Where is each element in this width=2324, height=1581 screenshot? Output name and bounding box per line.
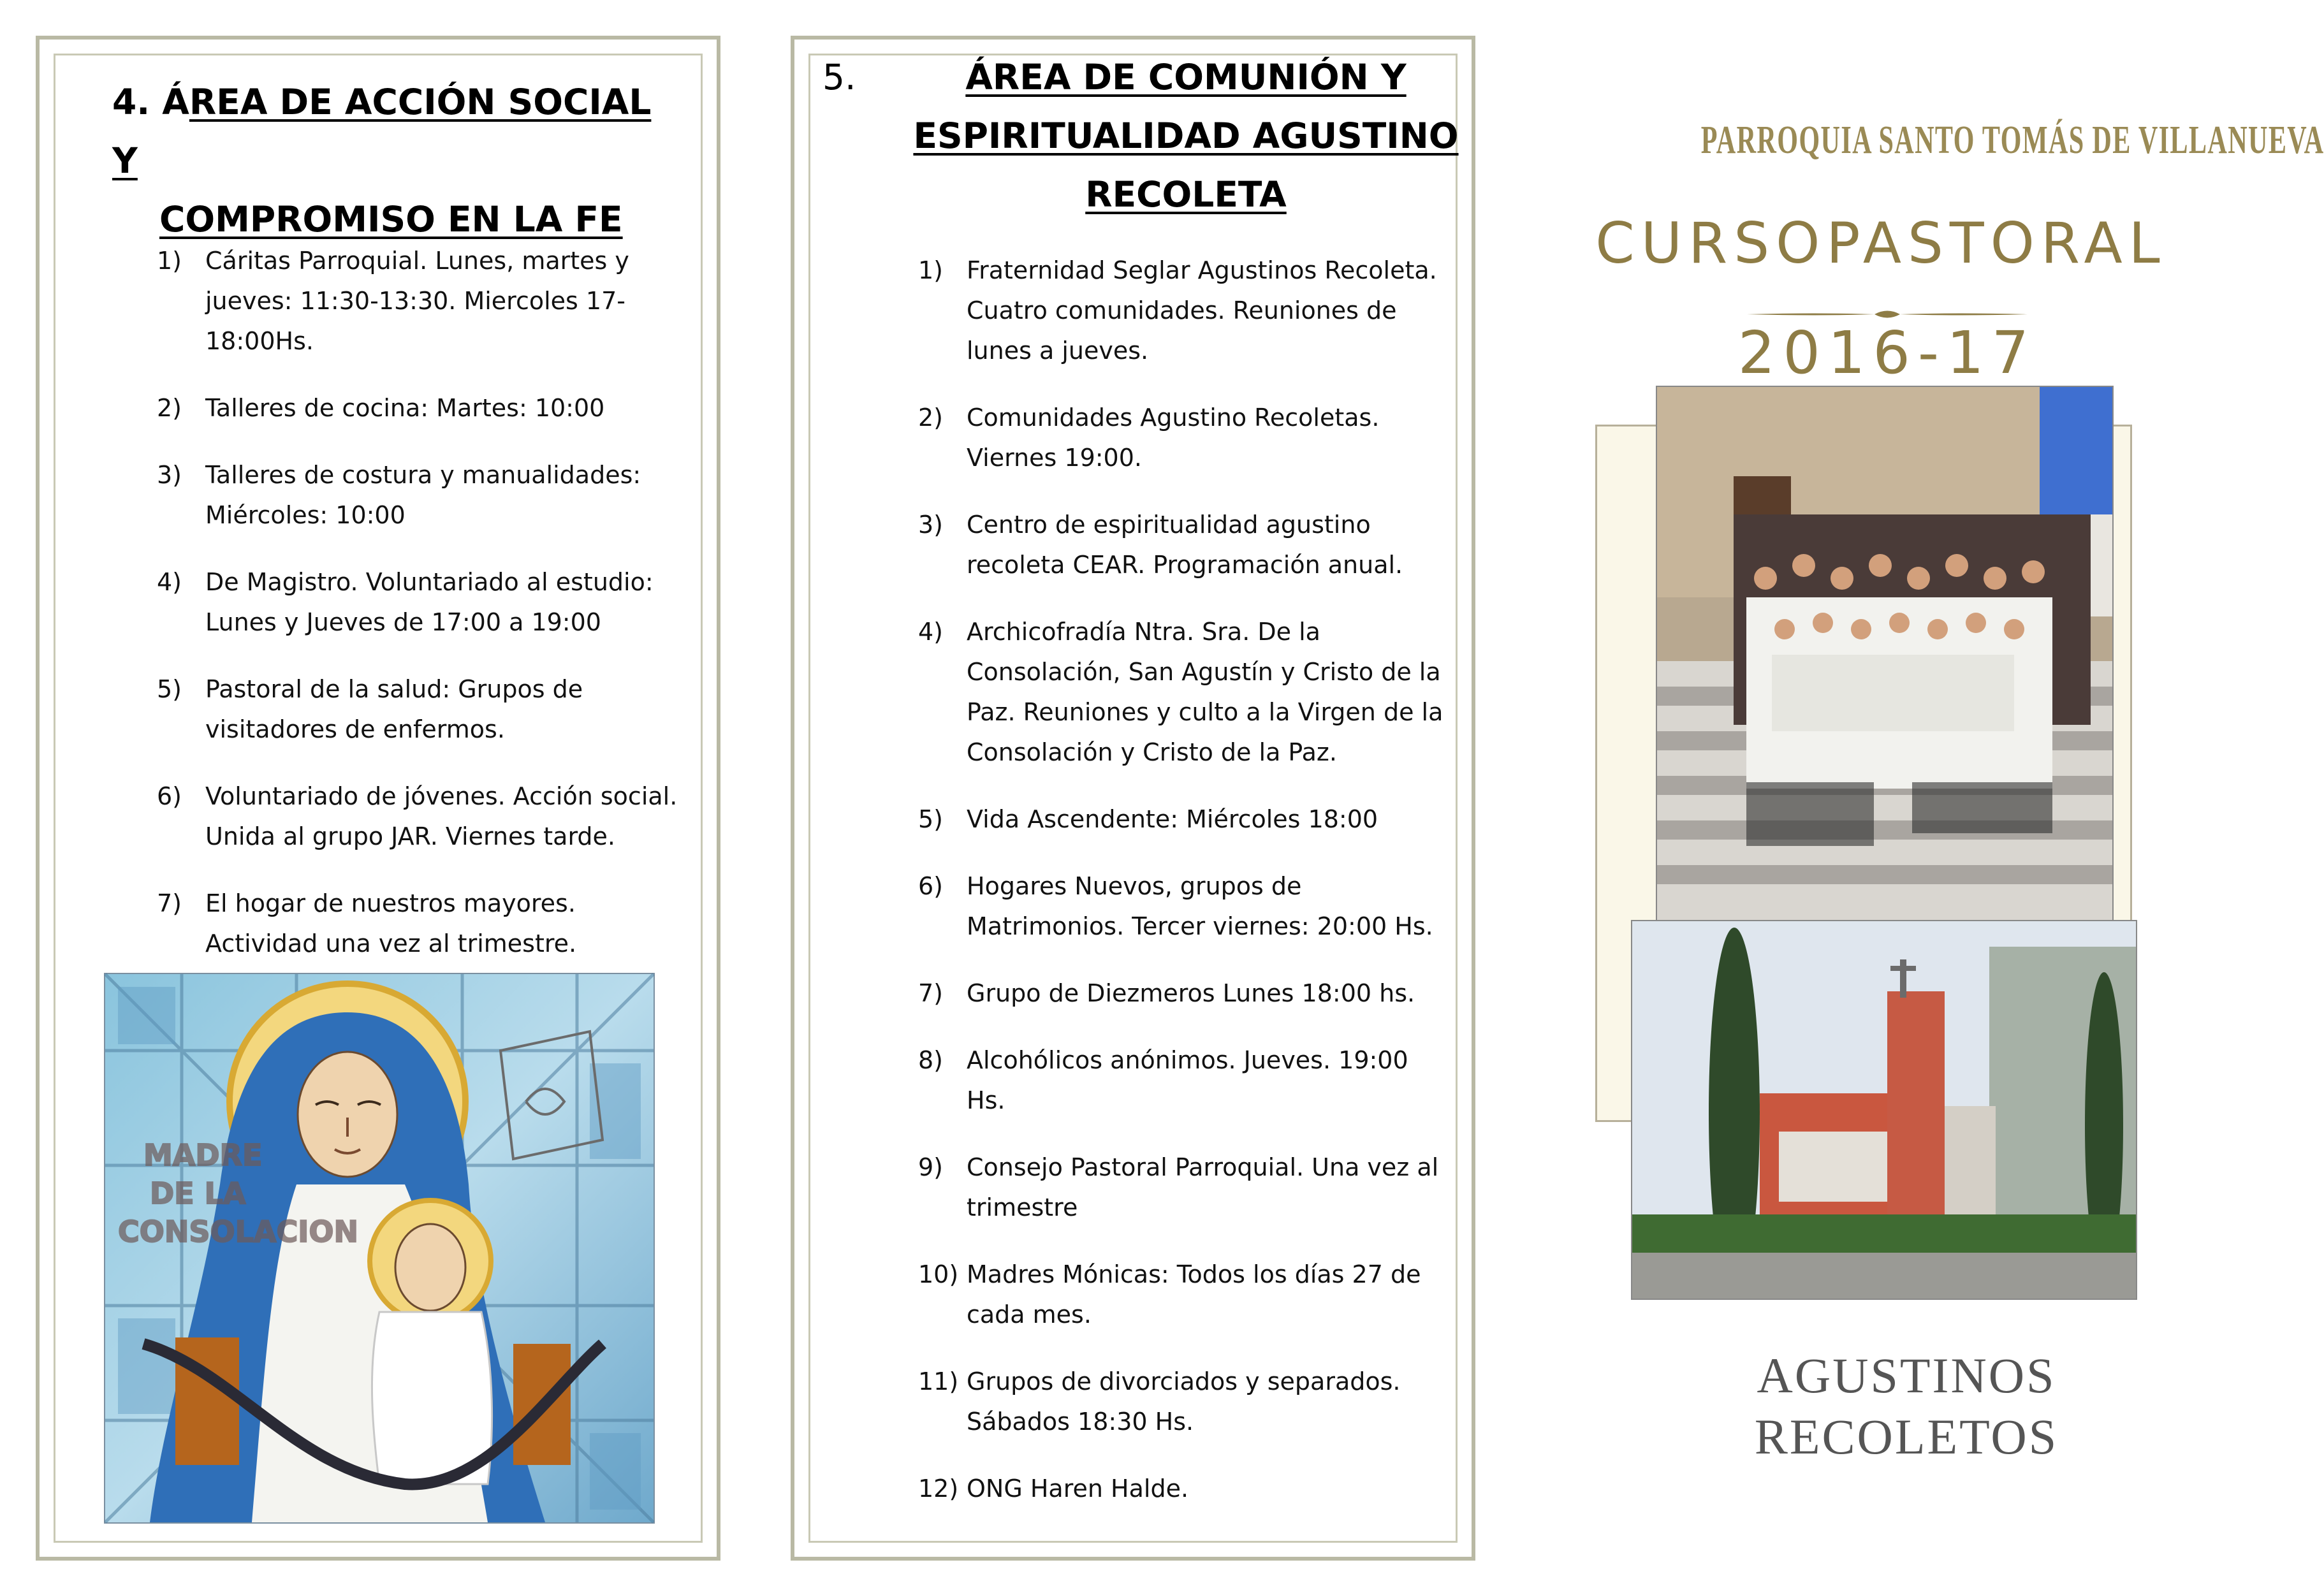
list-item xyxy=(157,884,686,964)
list-item-text: De Magistro. Voluntariado al estudio: Lunes y Jueves de 17:00 a 19:00 xyxy=(205,568,654,636)
list-item-number: 7) xyxy=(918,979,944,1007)
list-item-number: 6) xyxy=(918,872,944,900)
list-item xyxy=(918,1362,1447,1442)
list-item-text: Cáritas Parroquial. Lunes, martes y jueves: 11:30-13:30. Miercoles 17-18:00Hs. xyxy=(205,247,629,355)
svg-text:CONSOLACION: CONSOLACION xyxy=(118,1214,358,1249)
heading-lines xyxy=(822,48,1460,224)
list-item-number: 9) xyxy=(918,1153,944,1181)
section-4-heading xyxy=(112,73,673,249)
list-item xyxy=(918,799,1447,840)
list-item xyxy=(918,251,1447,371)
list-item xyxy=(918,1469,1447,1509)
list-item xyxy=(918,866,1447,947)
list-item-text: Pastoral de la salud: Grupos de visitadores de enfermos. xyxy=(205,675,583,743)
list-item-number: 12) xyxy=(918,1475,959,1503)
svg-text:DE LA: DE LA xyxy=(150,1176,246,1211)
list-item xyxy=(918,612,1447,773)
list-item-text: Grupo de Diezmeros Lunes 18:00 hs. xyxy=(967,979,1415,1007)
list-item-text: Centro de espiritualidad agustino recoleta CEAR. Programación anual. xyxy=(967,511,1403,579)
list-item xyxy=(918,1040,1447,1121)
list-item-text: Vida Ascendente: Miércoles 18:00 xyxy=(967,805,1378,833)
list-item-number: 2) xyxy=(157,394,182,422)
heading-line1-rest: REA DE ACCIÓN SOCIAL Y xyxy=(112,82,652,181)
list-item-text: Consejo Pastoral Parroquial. Una vez al trimestre xyxy=(967,1153,1439,1221)
list-item xyxy=(918,398,1447,478)
list-item-text: Alcohólicos anónimos. Jueves. 19:00 Hs. xyxy=(967,1046,1408,1114)
list-item xyxy=(157,669,686,750)
order-name xyxy=(1607,1345,2206,1468)
list-item xyxy=(157,776,686,857)
list-item-text: Hogares Nuevos, grupos de Matrimonios. Tercer viernes: 20:00 Hs. xyxy=(967,872,1433,940)
list-item-text: Talleres de costura y manualidades: Miércoles: 10:00 xyxy=(205,461,641,529)
list-item-number: 3) xyxy=(918,511,944,539)
course-year: 2016-17 xyxy=(1737,319,2037,387)
list-item-number: 2) xyxy=(918,404,944,432)
parish-name: PARROQUIA SANTO TOMÁS DE VILLANUEVA xyxy=(1700,119,2324,162)
church-photo-illustration xyxy=(1632,921,2136,1299)
heading-line-1 xyxy=(112,73,673,190)
list-item-number: 8) xyxy=(918,1046,944,1074)
list-item-number: 5) xyxy=(157,675,182,703)
list-item-text: Voluntariado de jóvenes. Acción social. Unida al grupo JAR. Viernes tarde. xyxy=(205,782,678,850)
order-line-1: AGUSTINOS xyxy=(1757,1348,2056,1403)
list-item xyxy=(918,505,1447,585)
list-item-number: 5) xyxy=(918,805,944,833)
list-item xyxy=(157,241,686,361)
heading-line-2: ESPIRITUALIDAD AGUSTINO xyxy=(913,115,1459,156)
svg-text:MADRE: MADRE xyxy=(143,1138,263,1172)
list-item-text: El hogar de nuestros mayores. Actividad una vez al trimestre. xyxy=(205,889,577,958)
list-item-text: Grupos de divorciados y separados. Sábados 18:30 Hs. xyxy=(967,1367,1401,1436)
list-item xyxy=(157,388,686,428)
virgin-consolation-image xyxy=(104,973,655,1524)
list-item-text: Talleres de cocina: Martes: 10:00 xyxy=(205,394,605,422)
list-item-number: 10) xyxy=(918,1260,959,1288)
list-item-number: 4) xyxy=(918,618,944,646)
communion-list xyxy=(918,251,1447,1536)
group-photo-illustration xyxy=(1657,387,2112,926)
list-item-number: 11) xyxy=(918,1367,959,1395)
list-item-number: 1) xyxy=(157,247,182,275)
list-item-number: 3) xyxy=(157,461,182,489)
group-photo xyxy=(1656,386,2114,927)
heading-prefix: 4. Á xyxy=(112,82,189,122)
heading-number: 5. xyxy=(822,57,856,98)
heading-line-2: COMPROMISO EN LA FE xyxy=(159,199,623,240)
course-title: CURSOPASTORAL xyxy=(1595,210,2167,276)
list-item-number: 6) xyxy=(157,782,182,810)
list-item-text: ONG Haren Halde. xyxy=(967,1475,1189,1503)
section-5-heading xyxy=(822,48,1460,224)
list-item-text: Madres Mónicas: Todos los días 27 de cada mes. xyxy=(967,1260,1421,1329)
list-item-number: 7) xyxy=(157,889,182,917)
heading-line-3: RECOLETA xyxy=(1085,174,1287,215)
heading-line-1: ÁREA DE COMUNIÓN Y xyxy=(965,57,1407,98)
list-item xyxy=(918,973,1447,1014)
list-item xyxy=(918,1255,1447,1335)
list-item-text: Fraternidad Seglar Agustinos Recoleta. Cuatro comunidades. Reuniones de lunes a jueves. xyxy=(967,256,1437,365)
list-item-number: 1) xyxy=(918,256,944,284)
order-line-2: RECOLETOS xyxy=(1754,1409,2059,1464)
church-photo xyxy=(1631,920,2137,1300)
virgin-consolation-illustration xyxy=(105,974,654,1522)
list-item xyxy=(157,562,686,643)
heading-line-2-wrap xyxy=(112,190,673,249)
list-item-number: 4) xyxy=(157,568,182,596)
list-item-text: Archicofradía Ntra. Sra. De la Consolación, San Agustín y Cristo de la Paz. Reuniones y culto a la Virgen de la Consolación y Cristo de la Paz. xyxy=(967,618,1443,766)
list-item-text: Comunidades Agustino Recoletas. Viernes 19:00. xyxy=(967,404,1380,472)
list-item xyxy=(918,1148,1447,1228)
list-item xyxy=(157,455,686,536)
social-action-list xyxy=(157,241,686,991)
